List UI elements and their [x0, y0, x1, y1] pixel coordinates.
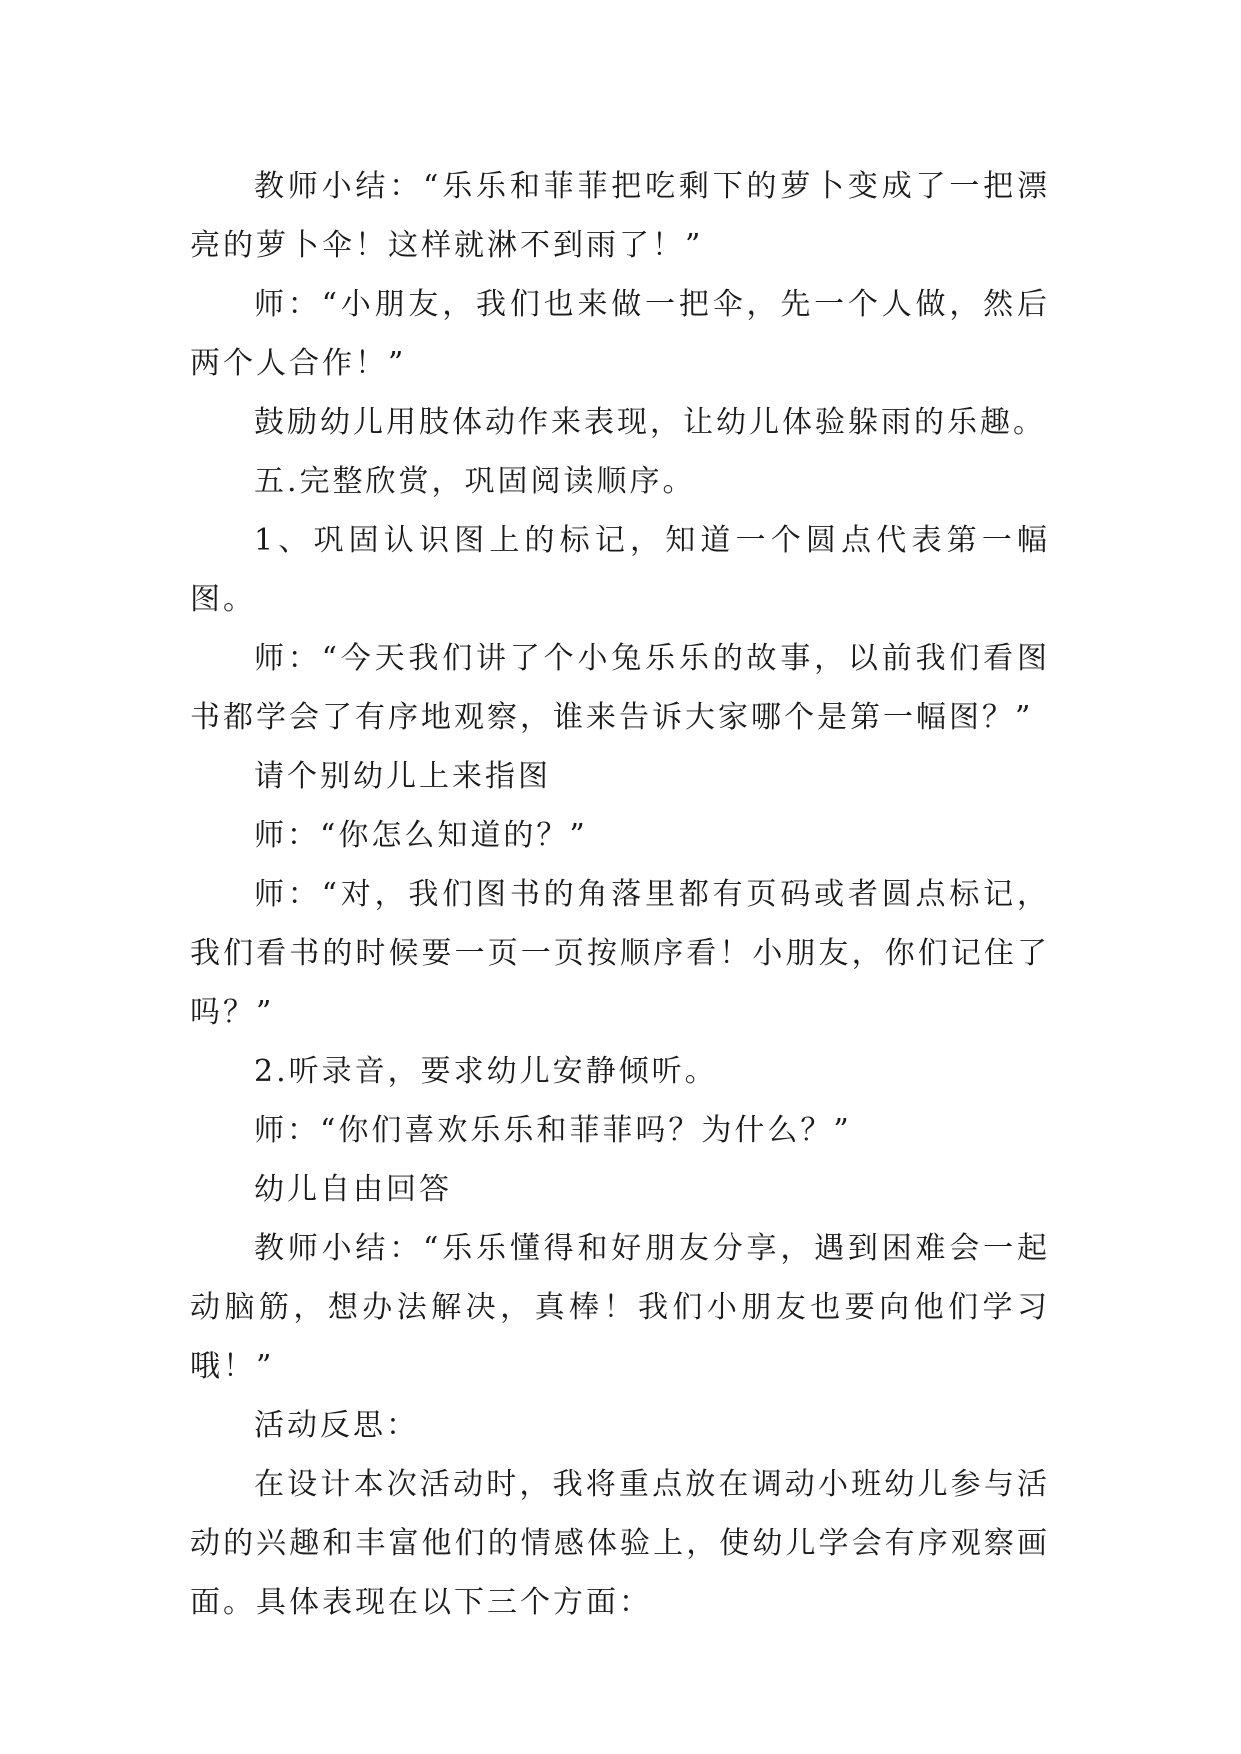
paragraph-reflection-body: 在设计本次活动时，我将重点放在调动小班幼儿参与活动的兴趣和丰富他们的情感体验上，使幼儿学会有序观察画面。具体表现在以下三个方面： — [190, 1467, 1050, 1620]
paragraph-body-movement: 鼓励幼儿用肢体动作来表现，让幼儿体验躲雨的乐趣。 — [254, 405, 1046, 440]
paragraph-free-answer: 幼儿自由回答 — [254, 1172, 452, 1207]
paragraph-point-picture: 请个别幼儿上来指图 — [254, 759, 551, 794]
section-heading-five: 五.完整欣赏，巩固阅读顺序。 — [254, 464, 696, 499]
paragraph-teacher-summary-umbrella: 教师小结：“乐乐和菲菲把吃剩下的萝卜变成了一把漂亮的萝卜伞！这样就淋不到雨了！” — [190, 169, 1050, 263]
document-body — [190, 157, 1050, 1632]
paragraph-make-umbrella: 师：“小朋友，我们也来做一把伞，先一个人做，然后两个人合作！” — [190, 287, 1050, 381]
list-item-one: 1、巩固认识图上的标记，知道一个圆点代表第一幅图。 — [190, 523, 1050, 617]
heading-activity-reflection: 活动反思： — [254, 1408, 419, 1443]
paragraph-page-order: 师：“对，我们图书的角落里都有页码或者圆点标记，我们看书的时候要一页一页按顺序看！小朋友，你们记住了吗？” — [190, 877, 1050, 1030]
paragraph-teacher-summary-sharing: 教师小结：“乐乐懂得和好朋友分享，遇到困难会一起动脑筋，想办法解决，真棒！我们小朋友也要向他们学习哦！” — [190, 1231, 1050, 1384]
list-item-two: 2.听录音，要求幼儿安静倾听。 — [254, 1054, 718, 1089]
paragraph-how-know: 师：“你怎么知道的？” — [254, 818, 588, 853]
paragraph-first-picture-question: 师：“今天我们讲了个小兔乐乐的故事，以前我们看图书都学会了有序地观察，谁来告诉大家哪个是第一幅图？” — [190, 641, 1050, 735]
paragraph-do-you-like: 师：“你们喜欢乐乐和菲菲吗？为什么？” — [254, 1113, 852, 1148]
